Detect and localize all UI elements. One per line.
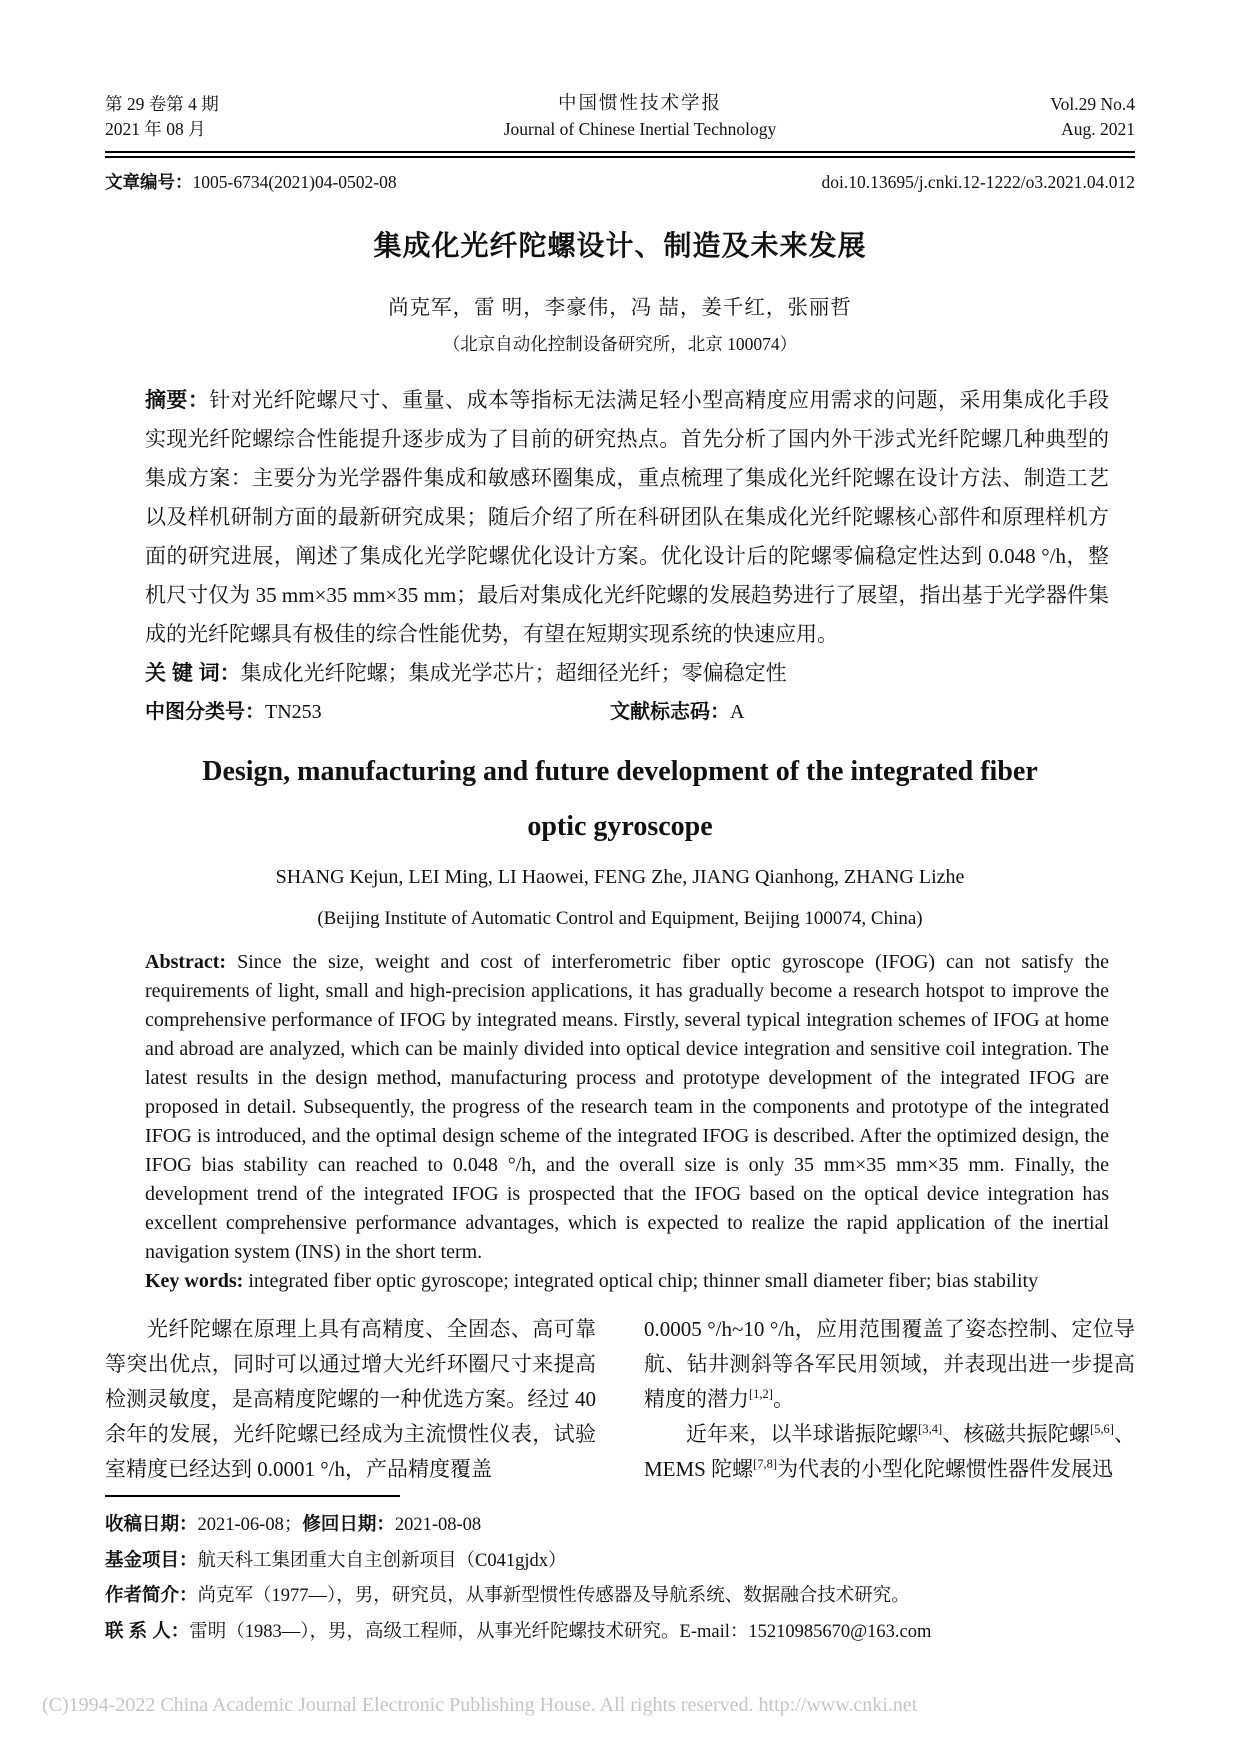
classification-row: [105, 693, 1135, 732]
revised-date-value: 2021-08-08: [394, 1515, 482, 1535]
journal-name-cn: 中国惯性技术学报: [557, 94, 722, 114]
article-number-value: 1005-6734(2021)04-0502-08: [192, 172, 397, 192]
body-text: 、MEMS 陀螺: [644, 1422, 1136, 1481]
keywords-en-text: integrated fiber optic gyroscope; integrated optical chip; thinner small diameter fiber; bias stability: [248, 1270, 1039, 1292]
clc-value: TN253: [265, 701, 322, 723]
article-meta-row: [105, 170, 1135, 195]
journal-name-en: Journal of Chinese Inertial Technology: [503, 119, 777, 139]
abstract-en-label: Abstract:: [145, 951, 227, 973]
issue-volume-cn: 第 29 卷第 4 期: [105, 94, 219, 114]
keywords-cn-label: 关 键 词：: [145, 662, 241, 685]
body-paragraph-2: [644, 1417, 1135, 1487]
body-column-right: [644, 1312, 1135, 1487]
abstract-cn-text: 针对光纤陀螺尺寸、重量、成本等指标无法满足轻小型高精度应用需求的问题，采用集成化手段实现光纤陀螺综合性能提升逐步成为了目前的研究热点。首先分析了国内外干涉式光纤陀螺几种典型的集成方案：主要分为光学器件集成和敏感环圈集成，重点梳理了集成化光纤陀螺在设计方法、制造工艺以及样机研制方面的最新研究成果；随后介绍了所在科研团队在集成化光纤陀螺核心部件和原理样机方面的研究进展，阐述了集成化光学陀螺优化设计方案。优化设计后的陀螺零偏稳定性达到 0.048 °/h，整机尺寸仅为 35 mm×35 mm×35 mm；最后对集成化光纤陀螺的发展趋势进行了展望，指出基于光学器件集成的光纤陀螺具有极佳的综合性能优势，有望在短期实现系统的快速应用。: [145, 388, 1109, 646]
paper-title-en: Design, manufacturing and future development of the integrated fiber optic gyroscope: [202, 756, 1038, 842]
funding-text: 航天科工集团重大自主创新项目（C041gjdx）: [197, 1550, 567, 1571]
body-columns: [105, 1312, 1135, 1487]
received-date-label: 收稿日期：: [105, 1513, 198, 1534]
cnki-watermark: (C)1994-2022 China Academic Journal Electronic Publishing House. All rights reserved. http://www.cnki.net: [42, 1694, 918, 1716]
footnote-contact: [105, 1614, 1135, 1650]
body-column-left: [105, 1312, 596, 1487]
keywords-cn: [105, 654, 1135, 693]
keywords-cn-text: 集成化光纤陀螺；集成光学芯片；超细径光纤；零偏稳定性: [240, 661, 787, 685]
body-text: 近年来，以半球谐振陀螺: [686, 1422, 919, 1446]
affiliation-cn: （北京自动化控制设备研究所，北京 100074）: [442, 334, 798, 354]
citation-ref: [7,8]: [753, 1457, 778, 1471]
body-text: 。: [772, 1387, 794, 1411]
footnote-author-bio: [105, 1578, 1135, 1614]
contact-text: 雷明（1983—），男，高级工程师，从事光纤陀螺技术研究。E-mail：15210985670@163.com: [189, 1621, 932, 1642]
footnote-dates: [105, 1507, 1135, 1543]
article-number: [105, 170, 397, 195]
header-journal-block: [295, 92, 985, 142]
issue-date-en: Aug. 2021: [1061, 119, 1135, 139]
header-issue-block: [105, 92, 295, 142]
document-code: [610, 693, 744, 732]
body-text: 为代表的小型化陀螺惯性器件发展迅: [777, 1457, 1114, 1481]
received-date-value: 2021-06-08；: [197, 1515, 303, 1535]
body-paragraph-1-continued: [644, 1312, 1135, 1417]
doi: doi.10.13695/j.cnki.12-1222/o3.2021.04.012: [821, 172, 1135, 192]
body-text: 0.0005 °/h~10 °/h，应用范围覆盖了姿态控制、定位导航、钻井测斜等各军民用领域，并表现出进一步提高精度的潜力: [644, 1317, 1135, 1411]
abstract-cn: [105, 381, 1135, 654]
citation-ref: [1,2]: [749, 1387, 773, 1401]
affiliation-en: (Beijing Institute of Automatic Control and Equipment, Beijing 100074, China): [317, 908, 923, 929]
issue-date-cn: 2021 年 08 月: [105, 119, 206, 139]
abstract-en-text: Since the size, weight and cost of interferometric fiber optic gyroscope (IFOG) can not satisfy the requirements of light, small and high-precision applications, it has gradually become a research hotspot to improve the comprehensive performance of IFOG by integrated means. Firstly, several typical integration schemes of IFOG at home and abroad are analyzed, which can be mainly divided into optical device integration and sensitive coil integration. The latest results in the design method, manufacturing process and prototype development of the integrated IFOG are proposed in detail. Subsequently, the progress of the research team in the components and prototype of the integrated IFOG is introduced, and the optimal design scheme of the integrated IFOG is described. After the optimized design, the IFOG bias stability can reached to 0.048 °/h, and the overall size is only 35 mm×35 mm×35 mm. Finally, the development trend of the integrated IFOG is prospected that the IFOG based on the optical device integration has excellent comprehensive performance advantages, which is expected to realize the rapid application of the inertial navigation system (INS) in the short term.: [145, 951, 1109, 1263]
footnote-funding: [105, 1543, 1135, 1579]
document-code-value: A: [730, 701, 745, 723]
document-code-label: 文献标志码：: [610, 701, 730, 723]
citation-ref: [5,6]: [1089, 1422, 1114, 1436]
article-number-label: 文章编号：: [105, 172, 193, 192]
journal-header: [105, 92, 1135, 142]
footnotes: [105, 1507, 1135, 1649]
abstract-cn-label: 摘要：: [145, 389, 210, 412]
contact-label: 联 系 人：: [105, 1619, 190, 1641]
author-bio-text: 尚克军（1977—），男，研究员，从事新型惯性传感器及导航系统、数据融合技术研究。: [197, 1586, 910, 1606]
issue-volume-en: Vol.29 No.4: [1050, 94, 1135, 114]
author-bio-label: 作者简介：: [105, 1584, 198, 1605]
keywords-en: [105, 1267, 1135, 1296]
header-divider: [105, 151, 1135, 158]
citation-ref: [3,4]: [918, 1422, 943, 1436]
body-paragraph-1: 光纤陀螺在原理上具有高精度、全固态、高可靠等突出优点，同时可以通过增大光纤环圈尺寸来提高检测灵敏度，是高精度陀螺的一种优选方案。经过 40 余年的发展，光纤陀螺已经成为主流惯性仪表，试验室精度已经达到 0.0001 °/h，产品精度覆盖: [105, 1317, 596, 1481]
authors-cn: 尚克军，雷 明，李豪伟，冯 喆，姜千红，张丽哲: [388, 297, 852, 319]
clc-label: 中图分类号：: [145, 701, 265, 723]
footnote-divider: [105, 1495, 400, 1497]
funding-label: 基金项目：: [105, 1548, 198, 1570]
body-text: 、核磁共振陀螺: [942, 1422, 1090, 1446]
authors-en: SHANG Kejun, LEI Ming, LI Haowei, FENG Zhe, JIANG Qianhong, ZHANG Lizhe: [275, 866, 965, 888]
paper-title-cn: 集成化光纤陀螺设计、制造及未来发展: [373, 230, 867, 261]
clc-number: [145, 693, 610, 732]
header-volume-block: [985, 92, 1135, 142]
revised-date-label: 修回日期：: [302, 1513, 395, 1534]
keywords-en-label: Key words:: [145, 1270, 244, 1292]
abstract-en: [105, 948, 1135, 1267]
